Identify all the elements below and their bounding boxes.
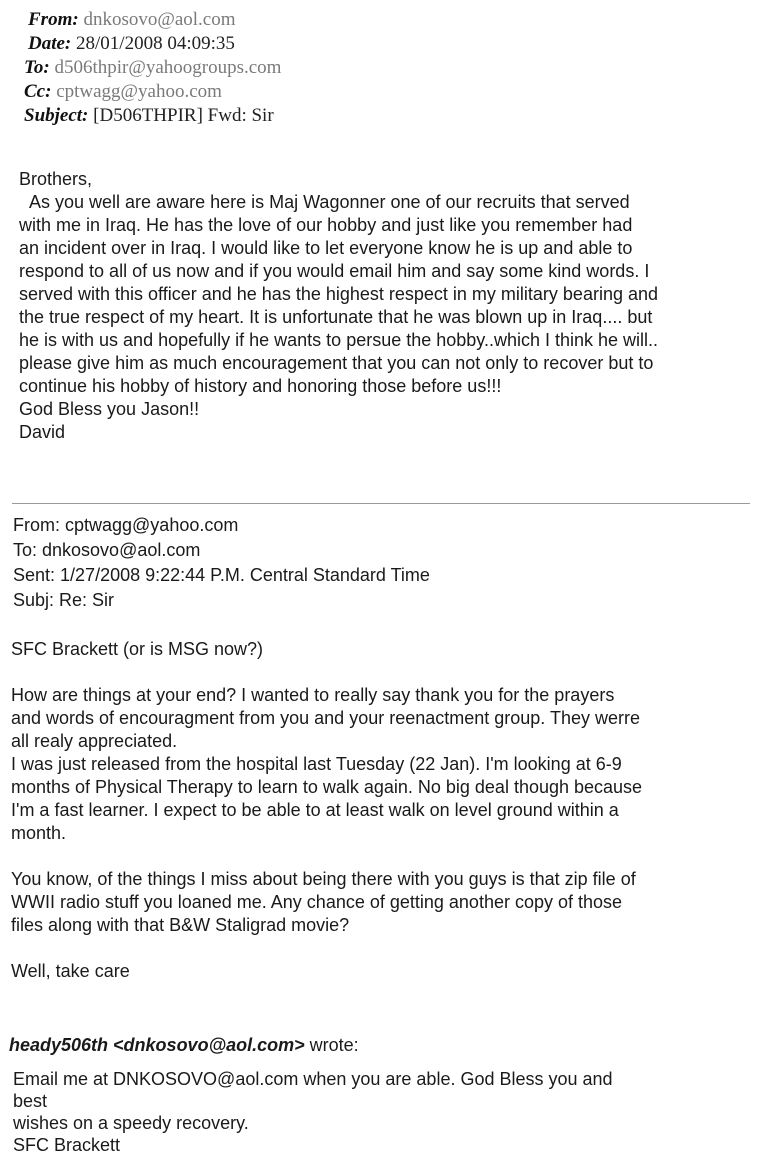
to-address[interactable]: d506thpir@yahoogroups.com bbox=[54, 57, 282, 78]
para-line: I was just released from the hospital last Tuesday (22 Jan). I'm looking at 6-9 bbox=[11, 754, 622, 774]
to-row bbox=[24, 56, 281, 80]
message-body bbox=[19, 168, 759, 444]
para-line: month. bbox=[11, 823, 67, 843]
from-address[interactable]: dnkosovo@aol.com bbox=[83, 9, 236, 30]
cc-label: Cc: bbox=[24, 81, 52, 102]
fwd-subject: Subj: Re: Sir bbox=[13, 590, 115, 610]
quoted-message bbox=[13, 1068, 733, 1156]
message-line: please give him as much encouragement that you can not only to recover but to bbox=[19, 353, 654, 373]
closing: Well, take care bbox=[11, 961, 130, 981]
subject-label: Subject: bbox=[24, 105, 89, 126]
message-line: God Bless you Jason!! bbox=[19, 399, 200, 419]
para-line: months of Physical Therapy to learn to walk again. No big deal though because bbox=[11, 777, 643, 797]
greeting: Brothers, bbox=[19, 169, 93, 189]
date-label: Date: bbox=[28, 33, 72, 54]
message-line: he is with us and hopefully if he wants to persue the hobby..which I think he will.. bbox=[19, 330, 659, 350]
subject-value: [D506THPIR] Fwd: Sir bbox=[93, 105, 274, 126]
fwd-from: From: cptwagg@yahoo.com bbox=[13, 515, 239, 535]
subject-row bbox=[24, 104, 281, 128]
para-line: WWII radio stuff you loaned me. Any chance of getting another copy of those bbox=[11, 892, 623, 912]
message-line: respond to all of us now and if you would email him and say some kind words. I bbox=[19, 261, 650, 281]
blank-line bbox=[11, 845, 756, 868]
email-header bbox=[24, 8, 281, 128]
salutation: SFC Brackett (or is MSG now?) bbox=[11, 639, 264, 659]
para-line: and words of encouragment from you and your reenactment group. They werre bbox=[11, 708, 641, 728]
quote-wrote: wrote: bbox=[304, 1035, 359, 1055]
message-line: continue his hobby of history and honoring those before us!!! bbox=[19, 376, 502, 396]
cc-row bbox=[24, 80, 281, 104]
date-value: 28/01/2008 04:09:35 bbox=[76, 33, 235, 54]
message-line: an incident over in Iraq. I would like to let everyone know he is up and able to bbox=[19, 238, 633, 258]
para-line: I'm a fast learner. I expect to be able to at least walk on level ground within a bbox=[11, 800, 619, 820]
forwarded-header bbox=[13, 513, 430, 613]
blank-line bbox=[11, 661, 756, 684]
fwd-sent: Sent: 1/27/2008 9:22:44 P.M. Central Standard Time bbox=[13, 565, 430, 585]
to-label: To: bbox=[24, 57, 50, 78]
quoted-line: best bbox=[13, 1091, 48, 1111]
para-line: all realy appreciated. bbox=[11, 731, 178, 751]
para-line: files along with that B&W Staligrad movie? bbox=[11, 915, 350, 935]
from-row bbox=[28, 8, 281, 32]
message-line: served with this officer and he has the highest respect in my military bearing and bbox=[19, 284, 658, 304]
quoted-line: wishes on a speedy recovery. bbox=[13, 1113, 249, 1133]
fwd-to: To: dnkosovo@aol.com bbox=[13, 540, 201, 560]
para-line: You know, of the things I miss about being there with you guys is that zip file of bbox=[11, 869, 636, 889]
signature: David bbox=[19, 422, 66, 442]
quote-author: heady506th <dnkosovo@aol.com> bbox=[9, 1035, 305, 1055]
message-line: the true respect of my heart. It is unfortunate that he was blown up in Iraq.... but bbox=[19, 307, 653, 327]
message-line: with me in Iraq. He has the love of our hobby and just like you remember had bbox=[19, 215, 633, 235]
cc-address[interactable]: cptwagg@yahoo.com bbox=[56, 81, 222, 102]
message-line: As you well are aware here is Maj Wagonner one of our recruits that served bbox=[29, 192, 630, 212]
quoted-line: Email me at DNKOSOVO@aol.com when you are able. God Bless you and bbox=[13, 1069, 613, 1089]
quoted-line: SFC Brackett bbox=[13, 1135, 121, 1155]
para-line: How are things at your end? I wanted to really say thank you for the prayers bbox=[11, 685, 615, 705]
blank-line bbox=[11, 937, 756, 960]
quote-attribution bbox=[9, 1034, 359, 1057]
date-row bbox=[28, 32, 281, 56]
separator-rule bbox=[12, 503, 750, 504]
from-label: From: bbox=[28, 9, 79, 30]
forwarded-body bbox=[11, 638, 756, 983]
